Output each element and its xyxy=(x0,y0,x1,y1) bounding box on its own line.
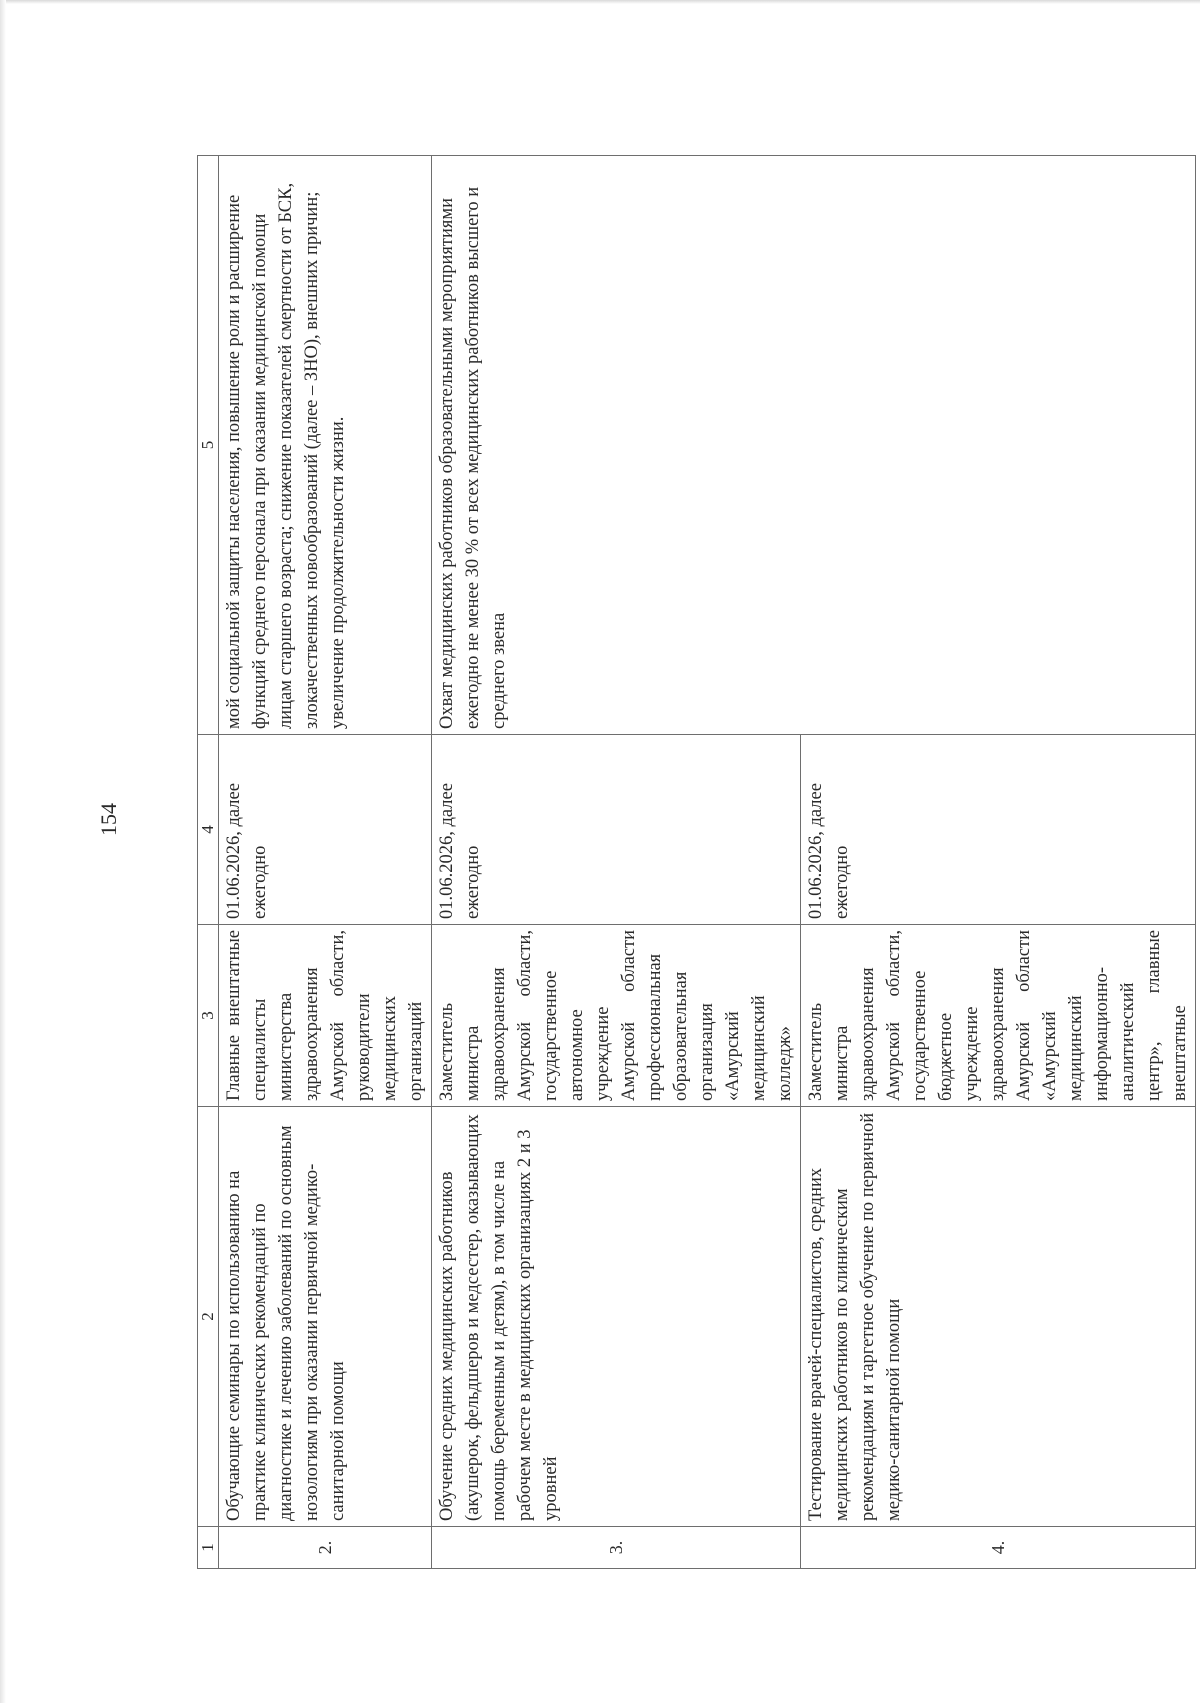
row-number: 2. xyxy=(219,1527,432,1569)
responsible-cell: Заместитель министра здравоохранения Амурской области, государственное бюджетное учреждение здравоохранения Амурской области «Амурский медицинский информационно-аналитический центр», главные внештатные xyxy=(801,925,1196,1107)
column-header: 4 xyxy=(198,735,219,925)
deadline-cell: 01.06.2026, далее ежегодно xyxy=(801,735,1196,925)
table-row xyxy=(219,156,432,1569)
table-row xyxy=(432,156,801,1569)
event-cell: Обучение средних медицинских работников (акушерок, фельдшеров и медсестер, оказывающих помощь беременным и детям), в том числе на рабочем месте в медицинских организациях 2 и 3 уровней xyxy=(432,1107,801,1527)
scan-edge-top xyxy=(0,0,1200,4)
column-header: 1 xyxy=(198,1527,219,1569)
table-header-row xyxy=(198,156,219,1569)
page-number: 154 xyxy=(96,803,121,836)
responsible-cell: Заместитель министра здравоохранения Амурской области, государственное автономное учреждение Амурской области профессиональная образовательная организация «Амурский медицинский колледж» xyxy=(432,925,801,1107)
column-header: 2 xyxy=(198,1107,219,1527)
responsible-cell: Главные внештатные специалисты министерства здравоохранения Амурской области, руководители медицинских организаций xyxy=(219,925,432,1107)
deadline-cell: 01.06.2026, далее ежегодно xyxy=(219,735,432,925)
plan-table-rotated xyxy=(197,156,1190,1569)
result-cell: мой социальной защиты населения, повышение роли и расширение функций среднего персонала при оказании медицинской помощи лицам старшего возраста; снижение показателей смертности от БСК, злокачественных новообразований (далее – ЗНО), внешних причин; увеличение продолжительности жизни. xyxy=(219,156,432,735)
event-cell: Обучающие семинары по использованию на практике клинических рекомендаций по диагностике и лечению заболеваний по основным нозологиям при оказании первичной медико-санитарной помощи xyxy=(219,1107,432,1527)
result-cell: Охват медицинских работников образовательными мероприятиями ежегодно не менее 30 % от всех медицинских работников высшего и среднего звена xyxy=(432,156,1196,735)
plan-table xyxy=(197,155,1196,1569)
column-header: 5 xyxy=(198,156,219,735)
event-cell: Тестирование врачей-специалистов, средних медицинских работников по клиническим рекомендациям и таргетное обучение по первичной медико-санитарной помощи xyxy=(801,1107,1196,1527)
row-number: 3. xyxy=(432,1527,801,1569)
deadline-cell: 01.06.2026, далее ежегодно xyxy=(432,735,801,925)
scan-edge-left xyxy=(0,0,6,1703)
column-header: 3 xyxy=(198,925,219,1107)
row-number: 4. xyxy=(801,1527,1196,1569)
